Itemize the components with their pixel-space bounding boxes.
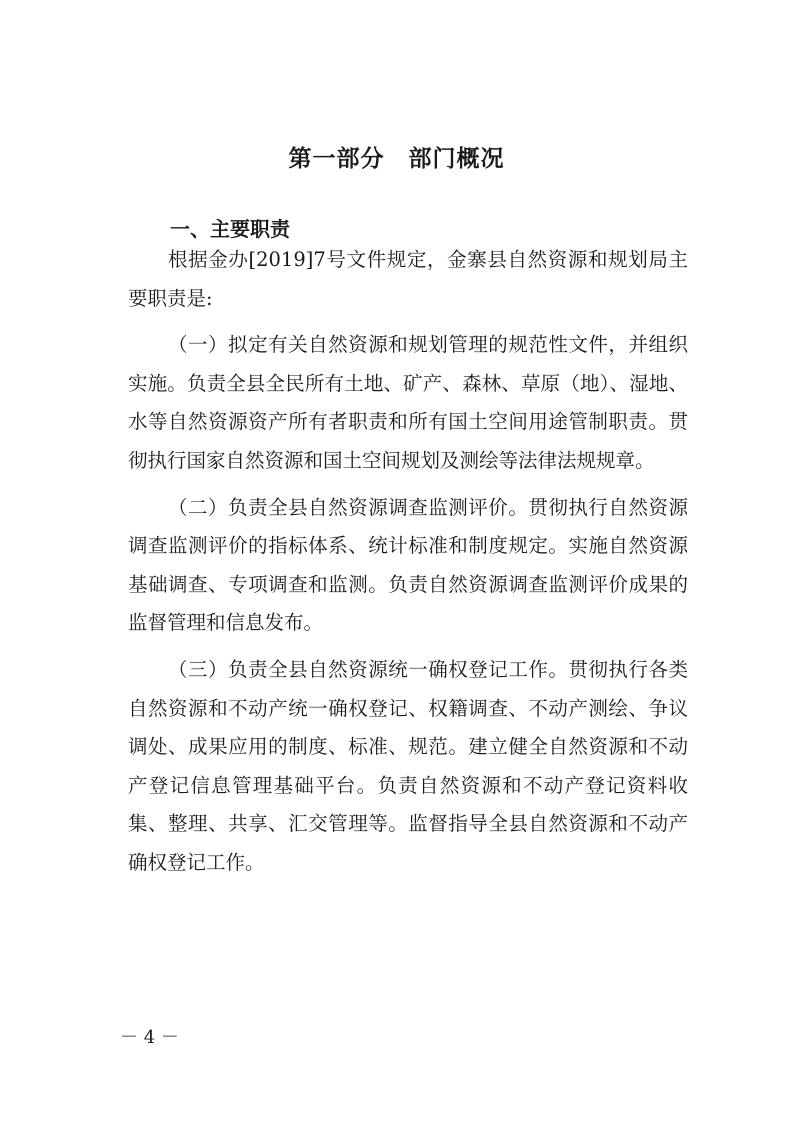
body-text	[128, 241, 688, 883]
page-title: 第一部分 部门概况	[288, 146, 505, 172]
paragraph-duty-2: （二）负责全县自然资源调查监测评价。贯彻执行自然资源调查监测评价的指标体系、统计标准和制度规定。实施自然资源基础调查、专项调查和监测。负责自然资源调查监测评价成果的监督管理和信息发布。	[128, 495, 688, 635]
paragraph-duty-1: （一）拟定有关自然资源和规划管理的规范性文件，并组织实施。负责全县全民所有土地、矿产、森林、草原（地）、湿地、水等自然资源资产所有者职责和所有国土空间用途管制职责。贯彻执行国家自然资源和国土空间规划及测绘等法律法规规章。	[128, 333, 688, 472]
paragraph-intro: 根据金办[2019]7号文件规定，金寨县自然资源和规划局主要职责是:	[128, 248, 688, 310]
paragraph-duty-3: （三）负责全县自然资源统一确权登记工作。贯彻执行各类自然资源和不动产统一确权登记、权籍调查、不动产测绘、争议调处、成果应用的制度、标准、规范。建立健全自然资源和不动产登记信息管理基础平台。负责自然资源和不动产登记资料收集、整理、共享、汇交管理等。监督指导全县自然资源和不动产确权登记工作。	[128, 657, 688, 874]
section-heading: 一、主要职责	[170, 217, 290, 241]
page-number: － 4 －	[120, 1027, 179, 1048]
